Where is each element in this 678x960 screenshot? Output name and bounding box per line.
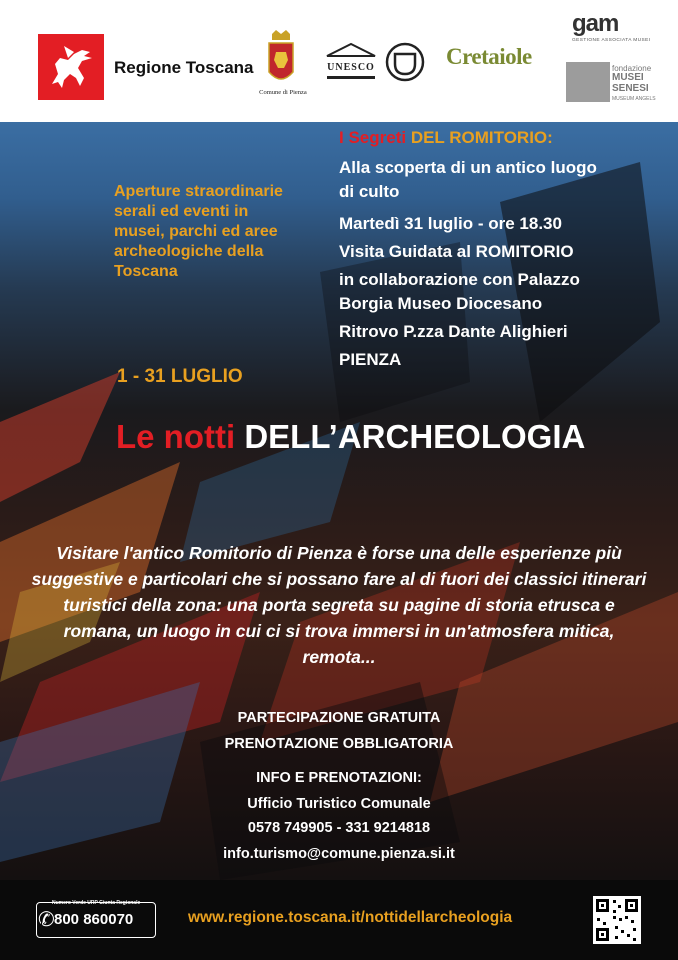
world-heritage-icon — [385, 42, 425, 82]
contacts-title: INFO E PRENOTAZIONI: — [256, 770, 422, 786]
pegasus-icon — [38, 34, 104, 100]
musei-senesi-line4: MUSEUM ANGELS — [612, 96, 656, 102]
page-title-white: DELL’ARCHEOLOGIA — [244, 418, 586, 455]
event-title-rest: DEL ROMITORIO: — [406, 128, 553, 147]
painted-background — [0, 122, 678, 880]
page-title — [116, 418, 585, 456]
toll-free-label: Numero Verde URP Giunta Regionale — [52, 900, 141, 906]
event-description: Visitare l'antico Romitorio di Pienza è forse una delle esperienze più suggestive e particolari che si possano fare al di fuori dei classici itinerari turistici della zona: una porta segreta su pagine di storia etrusca e romana, un luogo in cui ci si trova immersi in un'atmosfera mitica, remota... — [31, 543, 647, 667]
unesco-label: UNESCO — [327, 62, 375, 73]
event-meeting-point: Ritrovo P.zza Dante Alighieri — [339, 322, 568, 341]
fondazione-musei-senesi-logo-mark — [566, 62, 610, 102]
event-town: PIENZA — [339, 350, 402, 369]
toll-free-number[interactable]: 800 860070 — [54, 911, 134, 928]
footer-website-link[interactable]: www.regione.toscana.it/nottidellarcheologia — [188, 909, 513, 926]
gam-subtitle: GESTIONE ASSOCIATA MUSEI — [572, 38, 651, 43]
event-subtitle-line2: di culto — [339, 182, 400, 201]
tourist-office: Ufficio Turistico Comunale — [247, 796, 431, 812]
cretaiole-logo: Cretaiole — [446, 44, 532, 69]
contact-phones: 0578 749905 - 331 9214818 — [247, 820, 431, 836]
musei-senesi-line3: SENESI — [612, 83, 649, 94]
free-participation: PARTECIPAZIONE GRATUITA — [237, 710, 441, 726]
contact-email[interactable]: info.turismo@comune.pienza.si.it — [223, 846, 455, 862]
musei-senesi-line2: MUSEI — [612, 72, 644, 83]
page-title-red: Le notti — [116, 418, 236, 455]
phone-icon: ✆ — [38, 909, 55, 931]
event-collaboration-line1: in collaborazione con Palazzo — [339, 270, 580, 289]
main-content — [0, 122, 678, 880]
pienza-label: Comune di Pienza — [259, 89, 307, 96]
booking-required: PRENOTAZIONE OBBLIGATORIA — [224, 736, 454, 752]
footer — [0, 880, 678, 960]
event-title — [339, 128, 553, 148]
regione-toscana-name: Regione Toscana — [114, 58, 254, 77]
musei-senesi-line1: fondazione — [612, 64, 652, 73]
pienza-crest-icon — [266, 30, 296, 88]
header-logos — [0, 0, 678, 122]
regione-toscana-pegasus-logo — [38, 34, 104, 100]
qr-code-icon[interactable] — [593, 896, 641, 944]
gam-logo: gam — [572, 10, 619, 37]
event-period-dates: 1 - 31 LUGLIO — [117, 366, 243, 387]
event-collaboration-line2: Borgia Museo Diocesano — [339, 294, 543, 313]
event-subtitle-line1: Alla scoperta di un antico luogo — [339, 158, 597, 177]
sidebar-description: Aperture straordinarie serali ed eventi in musei, parchi ed aree archeologiche della Toscana — [114, 183, 283, 280]
event-date-time: Martedì 31 luglio - ore 18.30 — [339, 214, 562, 233]
event-visit: Visita Guidata al ROMITORIO — [339, 242, 574, 261]
event-title-highlight: I Segreti — [339, 128, 407, 147]
